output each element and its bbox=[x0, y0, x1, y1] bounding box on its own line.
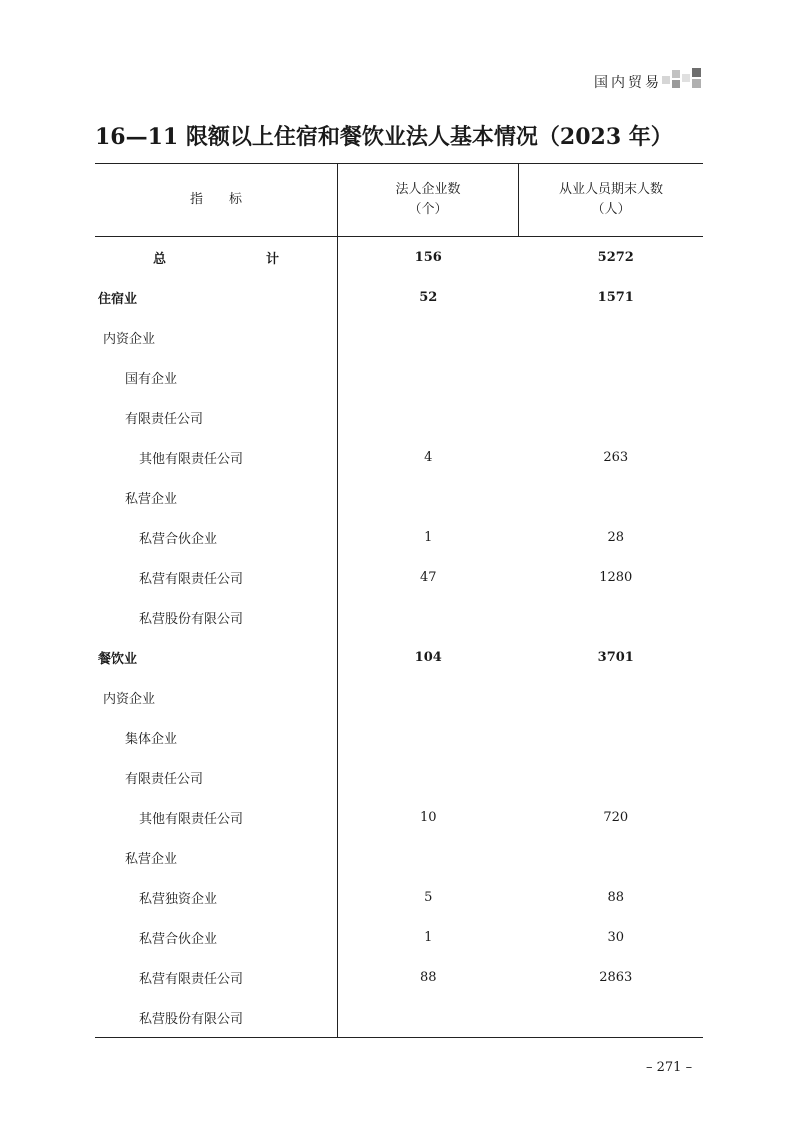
table-row bbox=[95, 637, 703, 677]
column-header-unit: （人） bbox=[591, 202, 631, 217]
row-label-cell: 私营股份有限公司 bbox=[139, 611, 244, 627]
row-label-cell: 私营企业 bbox=[125, 491, 178, 507]
enterprise-count-cell: 5 bbox=[338, 877, 519, 917]
enterprise-count-cell: 1 bbox=[338, 517, 519, 557]
table-row bbox=[95, 317, 703, 357]
enterprise-count-cell: 4 bbox=[338, 437, 519, 477]
employees-cell: 28 bbox=[607, 529, 625, 545]
row-label-cell: 有限责任公司 bbox=[125, 771, 204, 787]
table-row bbox=[95, 477, 703, 517]
enterprise-count-cell bbox=[338, 677, 519, 717]
table-row bbox=[95, 877, 703, 917]
employees-cell: 720 bbox=[603, 809, 629, 825]
enterprise-count-cell: 88 bbox=[338, 957, 519, 997]
enterprise-count-cell: 52 bbox=[338, 277, 519, 317]
employees-cell bbox=[519, 997, 704, 1038]
row-label-cell: 私营股份有限公司 bbox=[95, 997, 338, 1038]
row-label-cell: 集体企业 bbox=[125, 731, 178, 747]
employees-cell: 2863 bbox=[599, 969, 633, 985]
employees-cell bbox=[519, 317, 704, 357]
employees-cell bbox=[519, 837, 704, 877]
table-row bbox=[95, 997, 703, 1038]
table-row bbox=[95, 957, 703, 997]
table-row bbox=[95, 437, 703, 477]
enterprise-count-cell bbox=[338, 757, 519, 797]
enterprise-count-cell bbox=[338, 717, 519, 757]
enterprise-count-cell bbox=[338, 317, 519, 357]
running-head-section: 国内贸易 bbox=[594, 75, 662, 91]
row-label-cell: 餐饮业 bbox=[98, 651, 138, 667]
statistics-table bbox=[95, 163, 703, 1038]
row-label-cell: 住宿业 bbox=[98, 291, 138, 307]
total-count-cell: 156 bbox=[338, 237, 519, 278]
employees-cell bbox=[519, 477, 704, 517]
table-row bbox=[95, 677, 703, 717]
employees-cell: 88 bbox=[607, 889, 625, 905]
row-label-cell: 私营独资企业 bbox=[139, 891, 218, 907]
employees-cell: 263 bbox=[603, 449, 629, 465]
employees-cell: 3701 bbox=[597, 649, 634, 665]
enterprise-count-cell bbox=[338, 837, 519, 877]
column-header-label: 指 标 bbox=[189, 192, 242, 207]
enterprise-count-cell bbox=[338, 397, 519, 437]
column-header-unit: （个） bbox=[408, 202, 448, 217]
employees-cell bbox=[519, 677, 704, 717]
row-label-cell: 私营有限责任公司 bbox=[139, 571, 244, 587]
row-label-cell: 私营有限责任公司 bbox=[139, 971, 244, 987]
enterprise-count-cell: 1 bbox=[338, 917, 519, 957]
employees-cell bbox=[519, 597, 704, 637]
column-header-indicator bbox=[95, 164, 338, 237]
table-row bbox=[95, 797, 703, 837]
table-row bbox=[95, 557, 703, 597]
row-label-cell: 其他有限责任公司 bbox=[139, 811, 244, 827]
total-employees-cell: 5272 bbox=[597, 249, 634, 265]
enterprise-count-cell bbox=[338, 357, 519, 397]
row-label-cell: 内资企业 bbox=[103, 691, 156, 707]
row-label-cell: 有限责任公司 bbox=[125, 411, 204, 427]
enterprise-count-cell bbox=[338, 477, 519, 517]
employees-cell bbox=[519, 717, 704, 757]
column-header-label: 从业人员期末人数 bbox=[558, 182, 663, 197]
table-title: 16—11 限额以上住宿和餐饮业法人基本情况（2023 年） bbox=[95, 124, 673, 150]
column-header-enterprise-count bbox=[338, 164, 519, 237]
column-header-employees bbox=[519, 164, 704, 237]
row-label-cell: 国有企业 bbox=[125, 371, 178, 387]
enterprise-count-cell bbox=[338, 997, 519, 1038]
employees-cell: 1571 bbox=[597, 289, 634, 305]
employees-cell bbox=[519, 757, 704, 797]
table-row-total bbox=[95, 237, 703, 278]
column-header-label: 法人企业数 bbox=[395, 182, 461, 197]
row-label-cell: 私营合伙企业 bbox=[139, 931, 218, 947]
enterprise-count-cell: 104 bbox=[338, 637, 519, 677]
table-row bbox=[95, 517, 703, 557]
enterprise-count-cell: 47 bbox=[338, 557, 519, 597]
header-decoration-squares bbox=[662, 66, 702, 90]
page-number: – 271 – bbox=[646, 1060, 693, 1075]
table-row bbox=[95, 597, 703, 637]
table-row bbox=[95, 757, 703, 797]
table-row bbox=[95, 837, 703, 877]
table-row bbox=[95, 277, 703, 317]
row-label-cell: 私营企业 bbox=[125, 851, 178, 867]
employees-cell bbox=[519, 357, 704, 397]
table-row bbox=[95, 717, 703, 757]
row-label-cell: 其他有限责任公司 bbox=[139, 451, 244, 467]
employees-cell: 1280 bbox=[599, 569, 633, 585]
statistics-table-container bbox=[95, 163, 701, 1038]
row-label-cell: 内资企业 bbox=[103, 331, 156, 347]
table-header-row bbox=[95, 164, 703, 237]
employees-cell: 30 bbox=[607, 929, 625, 945]
enterprise-count-cell bbox=[338, 597, 519, 637]
total-label-part: 计 bbox=[266, 251, 280, 267]
row-label-cell: 私营合伙企业 bbox=[139, 531, 218, 547]
employees-cell bbox=[519, 397, 704, 437]
total-label bbox=[95, 237, 338, 278]
enterprise-count-cell: 10 bbox=[338, 797, 519, 837]
table-row bbox=[95, 357, 703, 397]
table-row bbox=[95, 917, 703, 957]
table-row bbox=[95, 397, 703, 437]
total-label-part: 总 bbox=[152, 251, 166, 267]
